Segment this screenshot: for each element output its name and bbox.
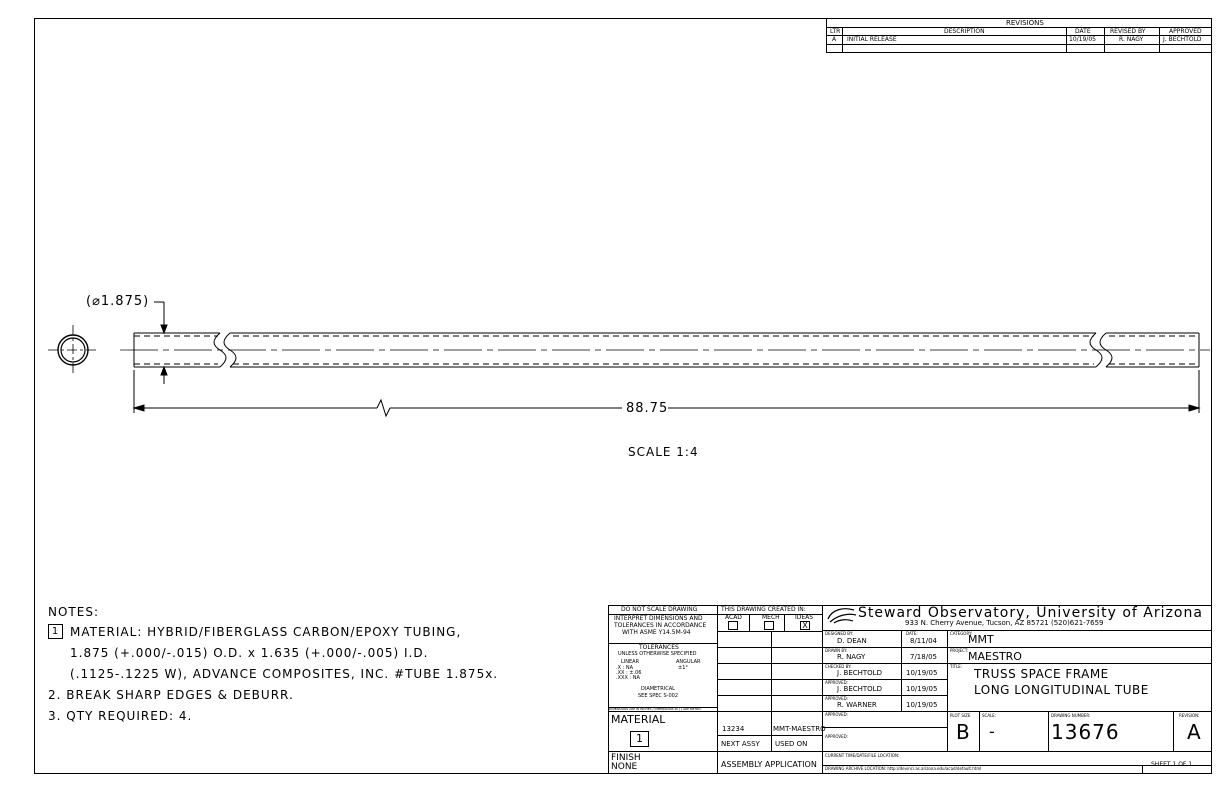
interpret-line-2: TOLERANCES IN ACCORDANCE: [614, 622, 707, 629]
created-in-block: [717, 605, 826, 774]
scale-field-label: SCALE:: [982, 713, 997, 718]
drawing-number-label: DRAWING NUMBER:: [1051, 713, 1091, 718]
organization-address: 933 N. Cherry Avenue, Tucson, AZ 85721 (520)621-7659: [905, 619, 1104, 627]
signoff-row: [822, 647, 947, 663]
plot-size-value: B: [956, 720, 970, 744]
linear-x: .X : NA: [616, 665, 634, 671]
interpret-line-3: WITH ASME Y14.5M-94: [622, 629, 691, 636]
rev-row-revised-by: R. NAGY: [1119, 36, 1144, 43]
used-on-value: MMT-MAESTRO: [773, 725, 826, 733]
dimension-units-note: DIMENSIONS ARE IN INCHES / DIMENSIONS IN [ ] ARE METRIC: [609, 707, 702, 711]
signoff-name: R. WARNER: [837, 701, 877, 709]
next-assy-label: NEXT ASSY: [721, 740, 760, 748]
signoff-row: [822, 630, 947, 647]
plot-size-label: PLOT SIZE: [950, 713, 971, 718]
notes-heading: NOTES:: [48, 605, 99, 619]
rev-header-date: DATE: [1075, 28, 1091, 35]
finish-value: NONE: [611, 762, 638, 772]
rev-row-date: 10/19/05: [1069, 36, 1096, 43]
current-location-label: CURRENT TIME/DATE/FILE LOCATION:: [825, 753, 900, 758]
unless-specified: UNLESS OTHERWISE SPECIFIED: [618, 651, 697, 657]
title-line-1: TRUSS SPACE FRAME: [974, 667, 1109, 681]
signoff-row: [822, 679, 947, 695]
created-in-title: THIS DRAWING CREATED IN:: [721, 606, 806, 613]
signoff-label: CHECKED BY:: [825, 664, 852, 669]
next-assy-value: 13234: [722, 725, 745, 733]
observatory-logo: [826, 607, 858, 625]
diameter-leader: [154, 302, 167, 384]
signoff-block: [822, 630, 947, 752]
signoff-label: DRAWN BY:: [825, 648, 848, 653]
signoff-date-label: DATE:: [906, 631, 918, 636]
revisions-title: REVISIONS: [1006, 19, 1044, 27]
category-value: MMT: [968, 633, 994, 646]
see-spec: SEE SPEC S-002: [638, 693, 679, 699]
project-label: PROJECT:: [950, 648, 969, 653]
length-label: 88.75: [626, 401, 669, 416]
rev-row-description: INITIAL RELEASE: [847, 36, 897, 43]
organization-name: Steward Observatory, University of Arizona: [858, 605, 1203, 621]
tolerances-heading: TOLERANCES: [639, 644, 679, 651]
diameter-label: (⌀1.875): [86, 294, 150, 309]
signoff-date: 10/19/05: [906, 701, 938, 709]
revision-label: REVISION:: [1179, 713, 1200, 718]
finish-label: FINISH: [611, 753, 641, 763]
checkbox-mech[interactable]: [764, 621, 774, 630]
linear-xxx: .XXX : NA: [616, 675, 640, 681]
checkbox-acad[interactable]: [728, 621, 738, 630]
drawing-info: [947, 630, 1212, 752]
project-value: MAESTRO: [968, 650, 1022, 663]
signoff-label: APPROVED:: [825, 680, 849, 685]
rev-header-approved: APPROVED: [1169, 28, 1202, 35]
scale-label: SCALE 1:4: [628, 445, 699, 459]
signoff-row: [822, 695, 947, 711]
option-mech: MECH: [762, 614, 780, 621]
signoff-name: J. BECHTOLD: [837, 669, 882, 677]
angular-value: ±1°: [678, 665, 688, 671]
signoff-row: [822, 727, 947, 743]
assembly-application-label: ASSEMBLY APPLICATION: [721, 760, 817, 769]
do-not-scale: DO NOT SCALE DRAWING: [621, 606, 698, 613]
note-2: 2. BREAK SHARP EDGES & DEBURR.: [48, 688, 294, 702]
linear-xx: .XX : ±.06: [616, 670, 642, 676]
material-flag: 1: [630, 731, 649, 747]
option-ideas: IDEAS: [795, 614, 814, 621]
signoff-name: J. BECHTOLD: [837, 685, 882, 693]
signoff-date: 7/18/05: [910, 653, 937, 661]
interpret-line-1: INTERPRET DIMENSIONS AND: [614, 615, 703, 622]
signoff-date: 8/11/04: [910, 637, 937, 645]
signoff-label: DESIGNED BY:: [825, 631, 854, 636]
title-label: TITLE:: [950, 664, 963, 669]
title-line-2: LONG LONGITUDINAL TUBE: [974, 683, 1149, 697]
signoff-label: APPROVED:: [825, 734, 849, 739]
rev-row-approved: J. BECHTOLD: [1163, 36, 1202, 43]
material-label: MATERIAL: [611, 713, 666, 726]
note-3: 3. QTY REQUIRED: 4.: [48, 709, 193, 723]
signoff-label: APPROVED:: [825, 712, 849, 717]
revision-value: A: [1187, 720, 1201, 744]
archive-location: DRAWING ARCHIVE LOCATION: http://devinci.as.arizona.edu/acad/default.html: [825, 766, 982, 771]
signoff-name: D. DEAN: [837, 637, 867, 645]
signoff-label: APPROVED:: [825, 696, 849, 701]
note-1-line-2: 1.875 (+.000/-.015) O.D. x 1.635 (+.000/-.005) I.D.: [70, 646, 429, 660]
note-1-line-3: (.1125-.1225 W), ADVANCE COMPOSITES, INC. #TUBE 1.875x.: [70, 667, 499, 681]
rev-header-description: DESCRIPTION: [944, 28, 985, 35]
signoff-row: [822, 711, 947, 727]
signoff-name: R. NAGY: [837, 653, 866, 661]
used-on-label: USED ON: [775, 740, 808, 748]
rev-row-ltr: A: [832, 36, 837, 43]
sheet-number: SHEET 1 OF 1: [1151, 761, 1193, 768]
end-view: [48, 325, 98, 375]
option-acad: ACAD: [725, 614, 742, 621]
linear-label: LINEAR: [621, 659, 640, 665]
signoff-row: [822, 663, 947, 679]
angular-label: ANGULAR: [676, 659, 701, 665]
diametrical-label: DIAMETRICAL: [641, 686, 675, 692]
rev-header-revised-by: REVISED BY: [1110, 28, 1146, 35]
category-label: CATEGORY:: [950, 631, 973, 636]
rev-header-ltr: LTR: [830, 28, 841, 35]
tolerance-block: [608, 605, 717, 774]
scale-field-value: -: [989, 722, 995, 741]
note-1-line-1: MATERIAL: HYBRID/FIBERGLASS CARBON/EPOXY TUBING,: [70, 625, 462, 639]
signoff-date: 10/19/05: [906, 685, 938, 693]
drawing-number-value: 13676: [1051, 720, 1120, 744]
checkbox-ideas[interactable]: X: [800, 621, 810, 630]
note-flag-1: 1: [48, 624, 63, 639]
signoff-date: 10/19/05: [906, 669, 938, 677]
